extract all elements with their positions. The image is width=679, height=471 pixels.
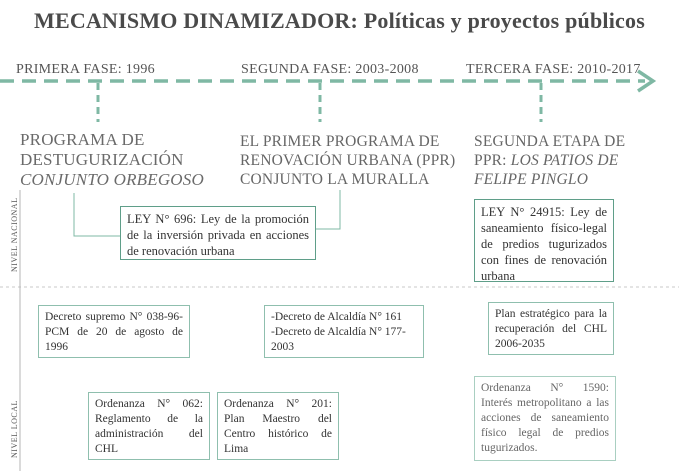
title-bold: MECANISMO DINAMIZADOR: [34,8,359,33]
ley-24915-title: LEY N° 24915: [481,205,565,219]
program-1-line2: DESTUGURIZACIÓN [20,150,184,169]
decreto-alcaldia-box [264,305,424,358]
program-3-line3: FELIPE PINGLO [474,171,589,188]
ordenanza-062-text: Ordenanza N° 062: Reglamento de la administración del CHL [95,398,203,455]
program-1-line1: PROGRAMA DE [20,130,145,149]
connector-muralla [316,190,340,229]
plan-estrategico-text: Plan estratégico para la recuperación del CHL 2006-2035 [495,308,607,350]
program-orbegoso [20,130,204,190]
ley-696-box [120,206,316,260]
program-muralla [240,132,455,189]
ordenanza-1590-text: Ordenanza N° 1590: Interés metropolitano a las acciones de saneamiento físico legal de predios tugurizados. [481,382,609,454]
page-title [0,8,679,34]
decreto-alcaldia-161: -Decreto de Alcaldía N° 161 [271,311,403,323]
title-rest: Políticas y proyectos públicos [363,8,645,33]
program-1-line3: CONJUNTO ORBEGOSO [20,170,204,189]
ley-696-text: Ley de la promoción de la inversión privada en acciones de renovación urbana [127,212,309,258]
connector-orbegoso [74,193,120,236]
ordenanza-1590-box [474,376,616,461]
phase-1-label: PRIMERA FASE: 1996 [16,62,155,77]
program-2-line2: RENOVACIÓN URBANA (PPR) [240,152,456,169]
decreto-alcaldia-177: -Decreto de Alcaldía N° 177-2003 [271,326,406,353]
program-3-line2b: LOS PATIOS DE [510,152,619,169]
program-2-line3: CONJUNTO LA MURALLA [240,171,430,188]
level-national-label: NIVEL NACIONAL [10,197,19,272]
ley-24915-box [474,199,614,282]
ordenanza-201-text: Ordenanza N° 201: Plan Maestro del Centro histórico de Lima [224,398,332,455]
level-local-label: NIVEL LOCAL [10,400,19,458]
phase-3-label: TERCERA FASE: 2010-2017 [466,62,641,77]
ley-696-title: LEY N° 696: [127,212,197,226]
program-3-line1: SEGUNDA ETAPA DE [474,133,626,150]
decreto-supremo-box [38,305,190,358]
plan-estrategico-box [488,302,614,355]
program-2-line1: EL PRIMER PROGRAMA DE [240,133,440,150]
ley-24915-text: Ley de saneamiento físico-legal de predios tugurizados con fines de renovación urbana [481,205,607,283]
ordenanza-062-box [88,392,210,460]
program-felipe-pinglo [474,132,625,189]
ordenanza-201-box [217,392,339,460]
program-3-line2a: PPR: [474,152,511,169]
decreto-supremo-text: Decreto supremo N° 038-96-PCM de 20 de agosto de 1996 [45,311,183,353]
phase-2-label: SEGUNDA FASE: 2003-2008 [241,62,419,77]
